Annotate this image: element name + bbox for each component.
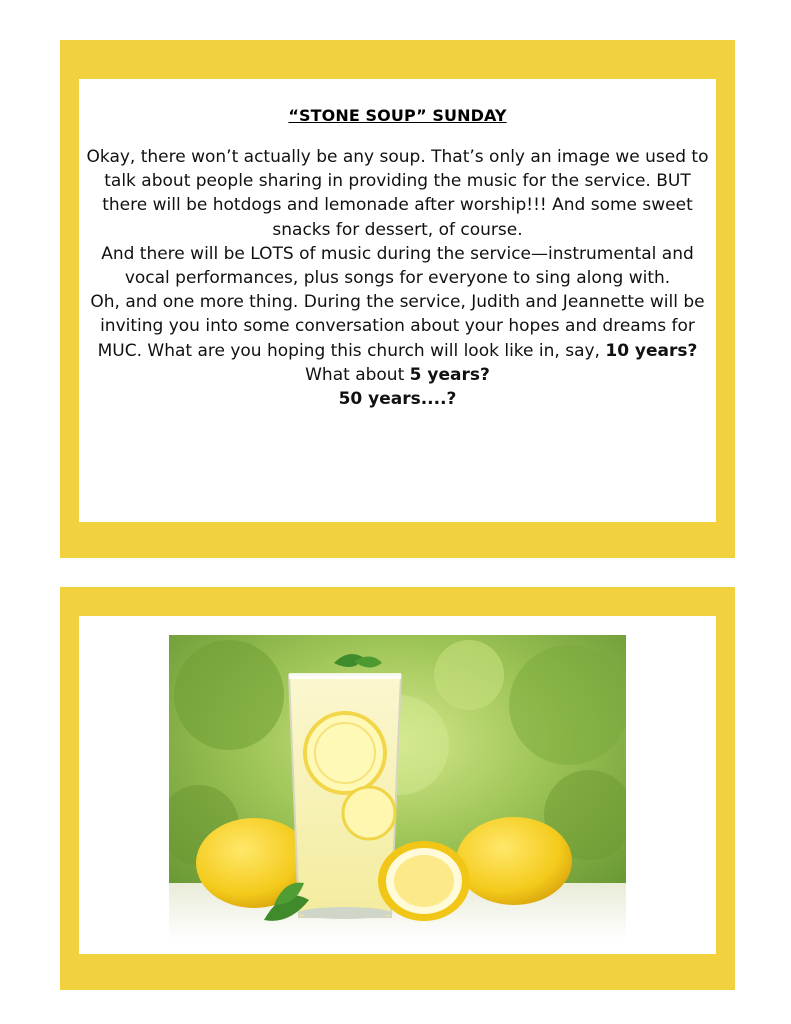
highlight-50-years: 50 years....? — [338, 389, 457, 410]
paragraph-intro: Okay, there won’t actually be any soup. That’s only an image we used to talk about people sharing in providing the music for the service. BUT there will be hotdogs and lemonade after worship!!! And some sweet snacks for dessert, of course. — [86, 147, 709, 240]
paragraph-conversation — [85, 290, 710, 411]
highlight-5-years: 5 years? — [409, 364, 490, 385]
photo-card — [79, 616, 716, 954]
flyer-title: “STONE SOUP” SUNDAY — [288, 106, 507, 125]
conversation-text: Oh, and one more thing. During the service, Judith and Jeannette will be inviting you into some conversation about your hopes and dreams for MUC. What are you hoping this church will look like in, say, — [90, 292, 705, 361]
photo-card-frame — [60, 587, 735, 990]
lemonade-photo — [169, 635, 626, 940]
text-card-frame — [60, 40, 735, 558]
conversation-text-mid: What about — [305, 364, 410, 385]
text-card — [79, 79, 716, 522]
paragraph-music: And there will be LOTS of music during the service—instrumental and vocal performances, plus songs for everyone to sing along with. — [101, 243, 694, 289]
flyer-body — [85, 145, 710, 411]
highlight-10-years: 10 years? — [605, 340, 698, 361]
